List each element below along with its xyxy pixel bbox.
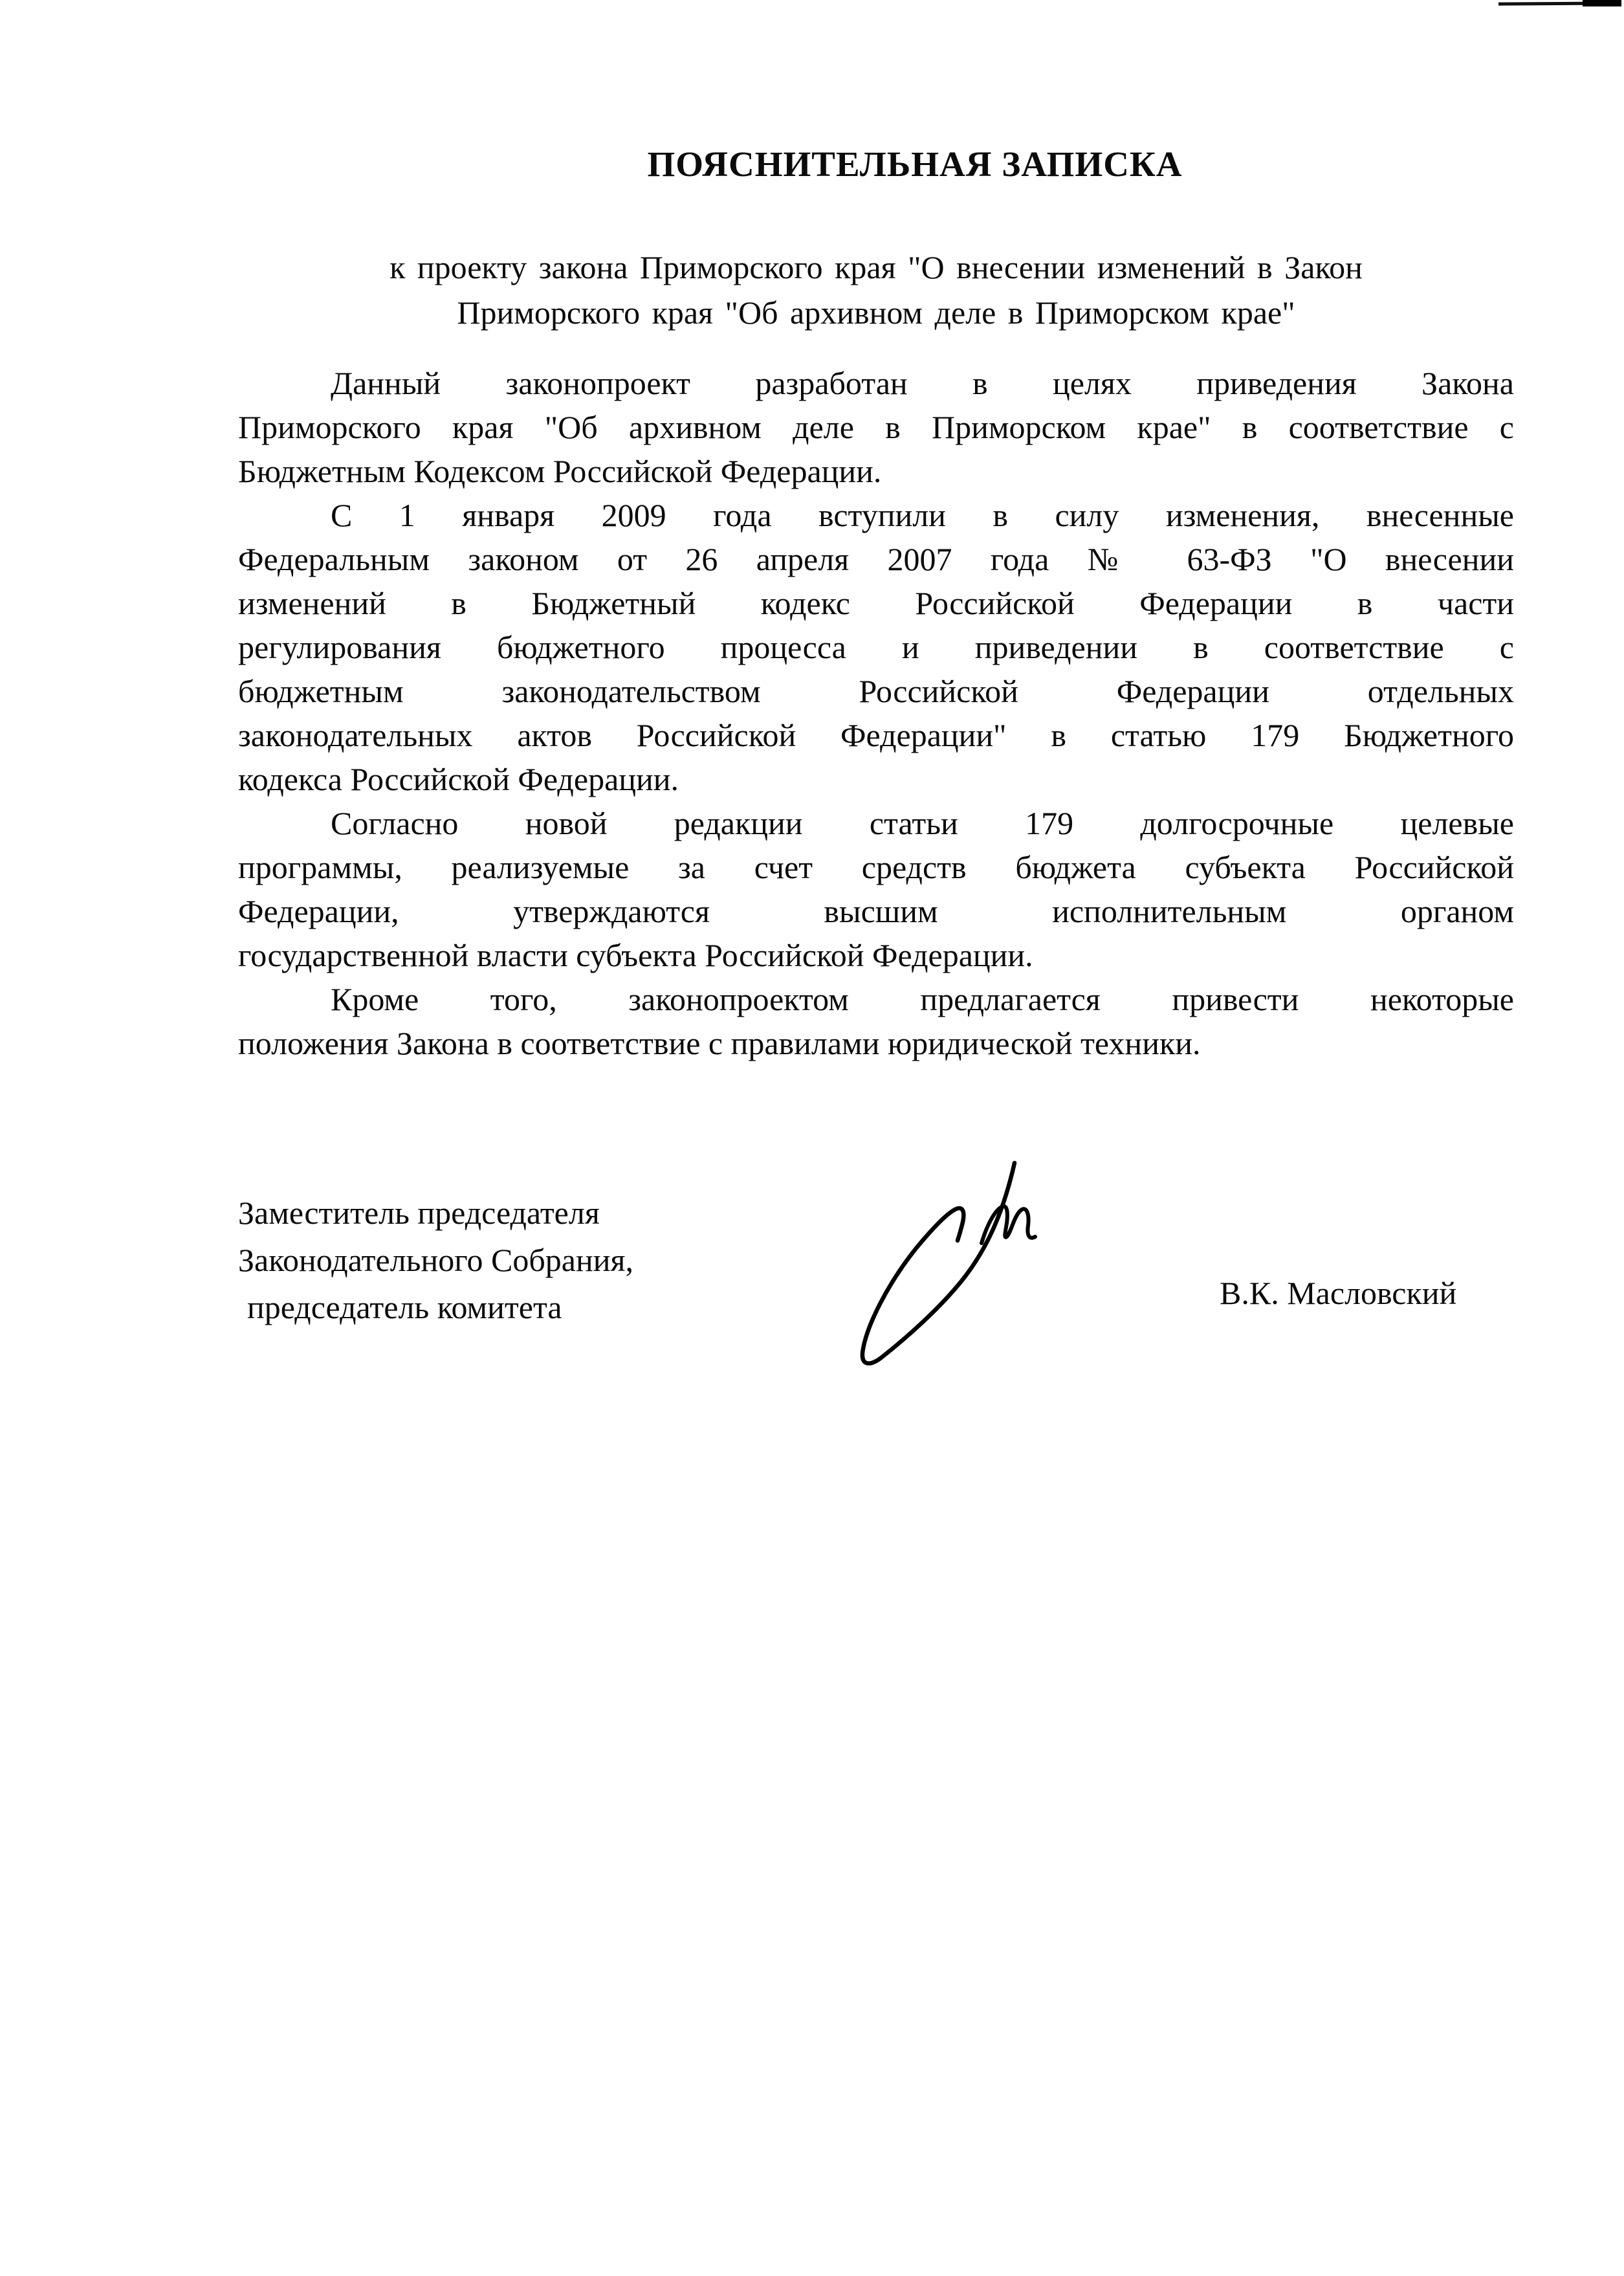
signature-role-line: Заместитель председателя [238,1195,600,1231]
signature-main-stroke [862,1163,1015,1364]
body-line: Кроме того, законопроектом предлагается привести некоторые [331,981,1514,1017]
document-body [238,361,1514,1065]
scan-artifact-blob [1583,0,1621,6]
subtitle-line: к проекту закона Приморского края "О внесении изменений в Закон [390,249,1363,285]
signature-role-line: председатель комитета [247,1289,562,1325]
body-line: законодательных актов Российской Федерации" в статью 179 Бюджетного [238,717,1514,753]
body-line: Приморского края "Об архивном деле в Приморском крае" в соответствие с [238,409,1514,445]
body-line: бюджетным законодательством Российской Федерации отдельных [238,673,1514,709]
body-line: Федеральным законом от 26 апреля 2007 года № 63-ФЗ "О внесении [238,541,1514,577]
document-title: ПОЯСНИТЕЛЬНАЯ ЗАПИСКА [647,144,1183,184]
body-line: Бюджетным Кодексом Российской Федерации. [238,453,882,489]
body-line: программы, реализуемые за счет средств бюджета субъекта Российской [238,849,1514,885]
body-line: Согласно новой редакции статьи 179 долгосрочные целевые [331,805,1514,841]
body-line: изменений в Бюджетный кодекс Российской Федерации в части [238,585,1514,621]
body-line: С 1 января 2009 года вступили в силу изменения, внесенные [331,497,1514,533]
signatory-name: В.К. Масловский [1220,1275,1457,1311]
body-line: положения Закона в соответствие с правилами юридической техники. [238,1025,1201,1061]
body-line: Данный законопроект разработан в целях приведения Закона [331,365,1514,401]
body-line: кодекса Российской Федерации. [238,761,679,797]
body-line: Федерации, утверждаются высшим исполнительным органом [238,893,1514,929]
body-line: регулирования бюджетного процесса и приведении в соответствие с [238,629,1514,665]
subtitle-line: Приморского края "Об архивном деле в Приморском крае" [457,294,1295,331]
body-line: государственной власти субъекта Российской Федерации. [238,937,1033,973]
handwritten-signature [828,1145,1074,1391]
document-subtitle [238,245,1514,335]
signature-role-line: Законодательного Собрания, [238,1242,633,1278]
